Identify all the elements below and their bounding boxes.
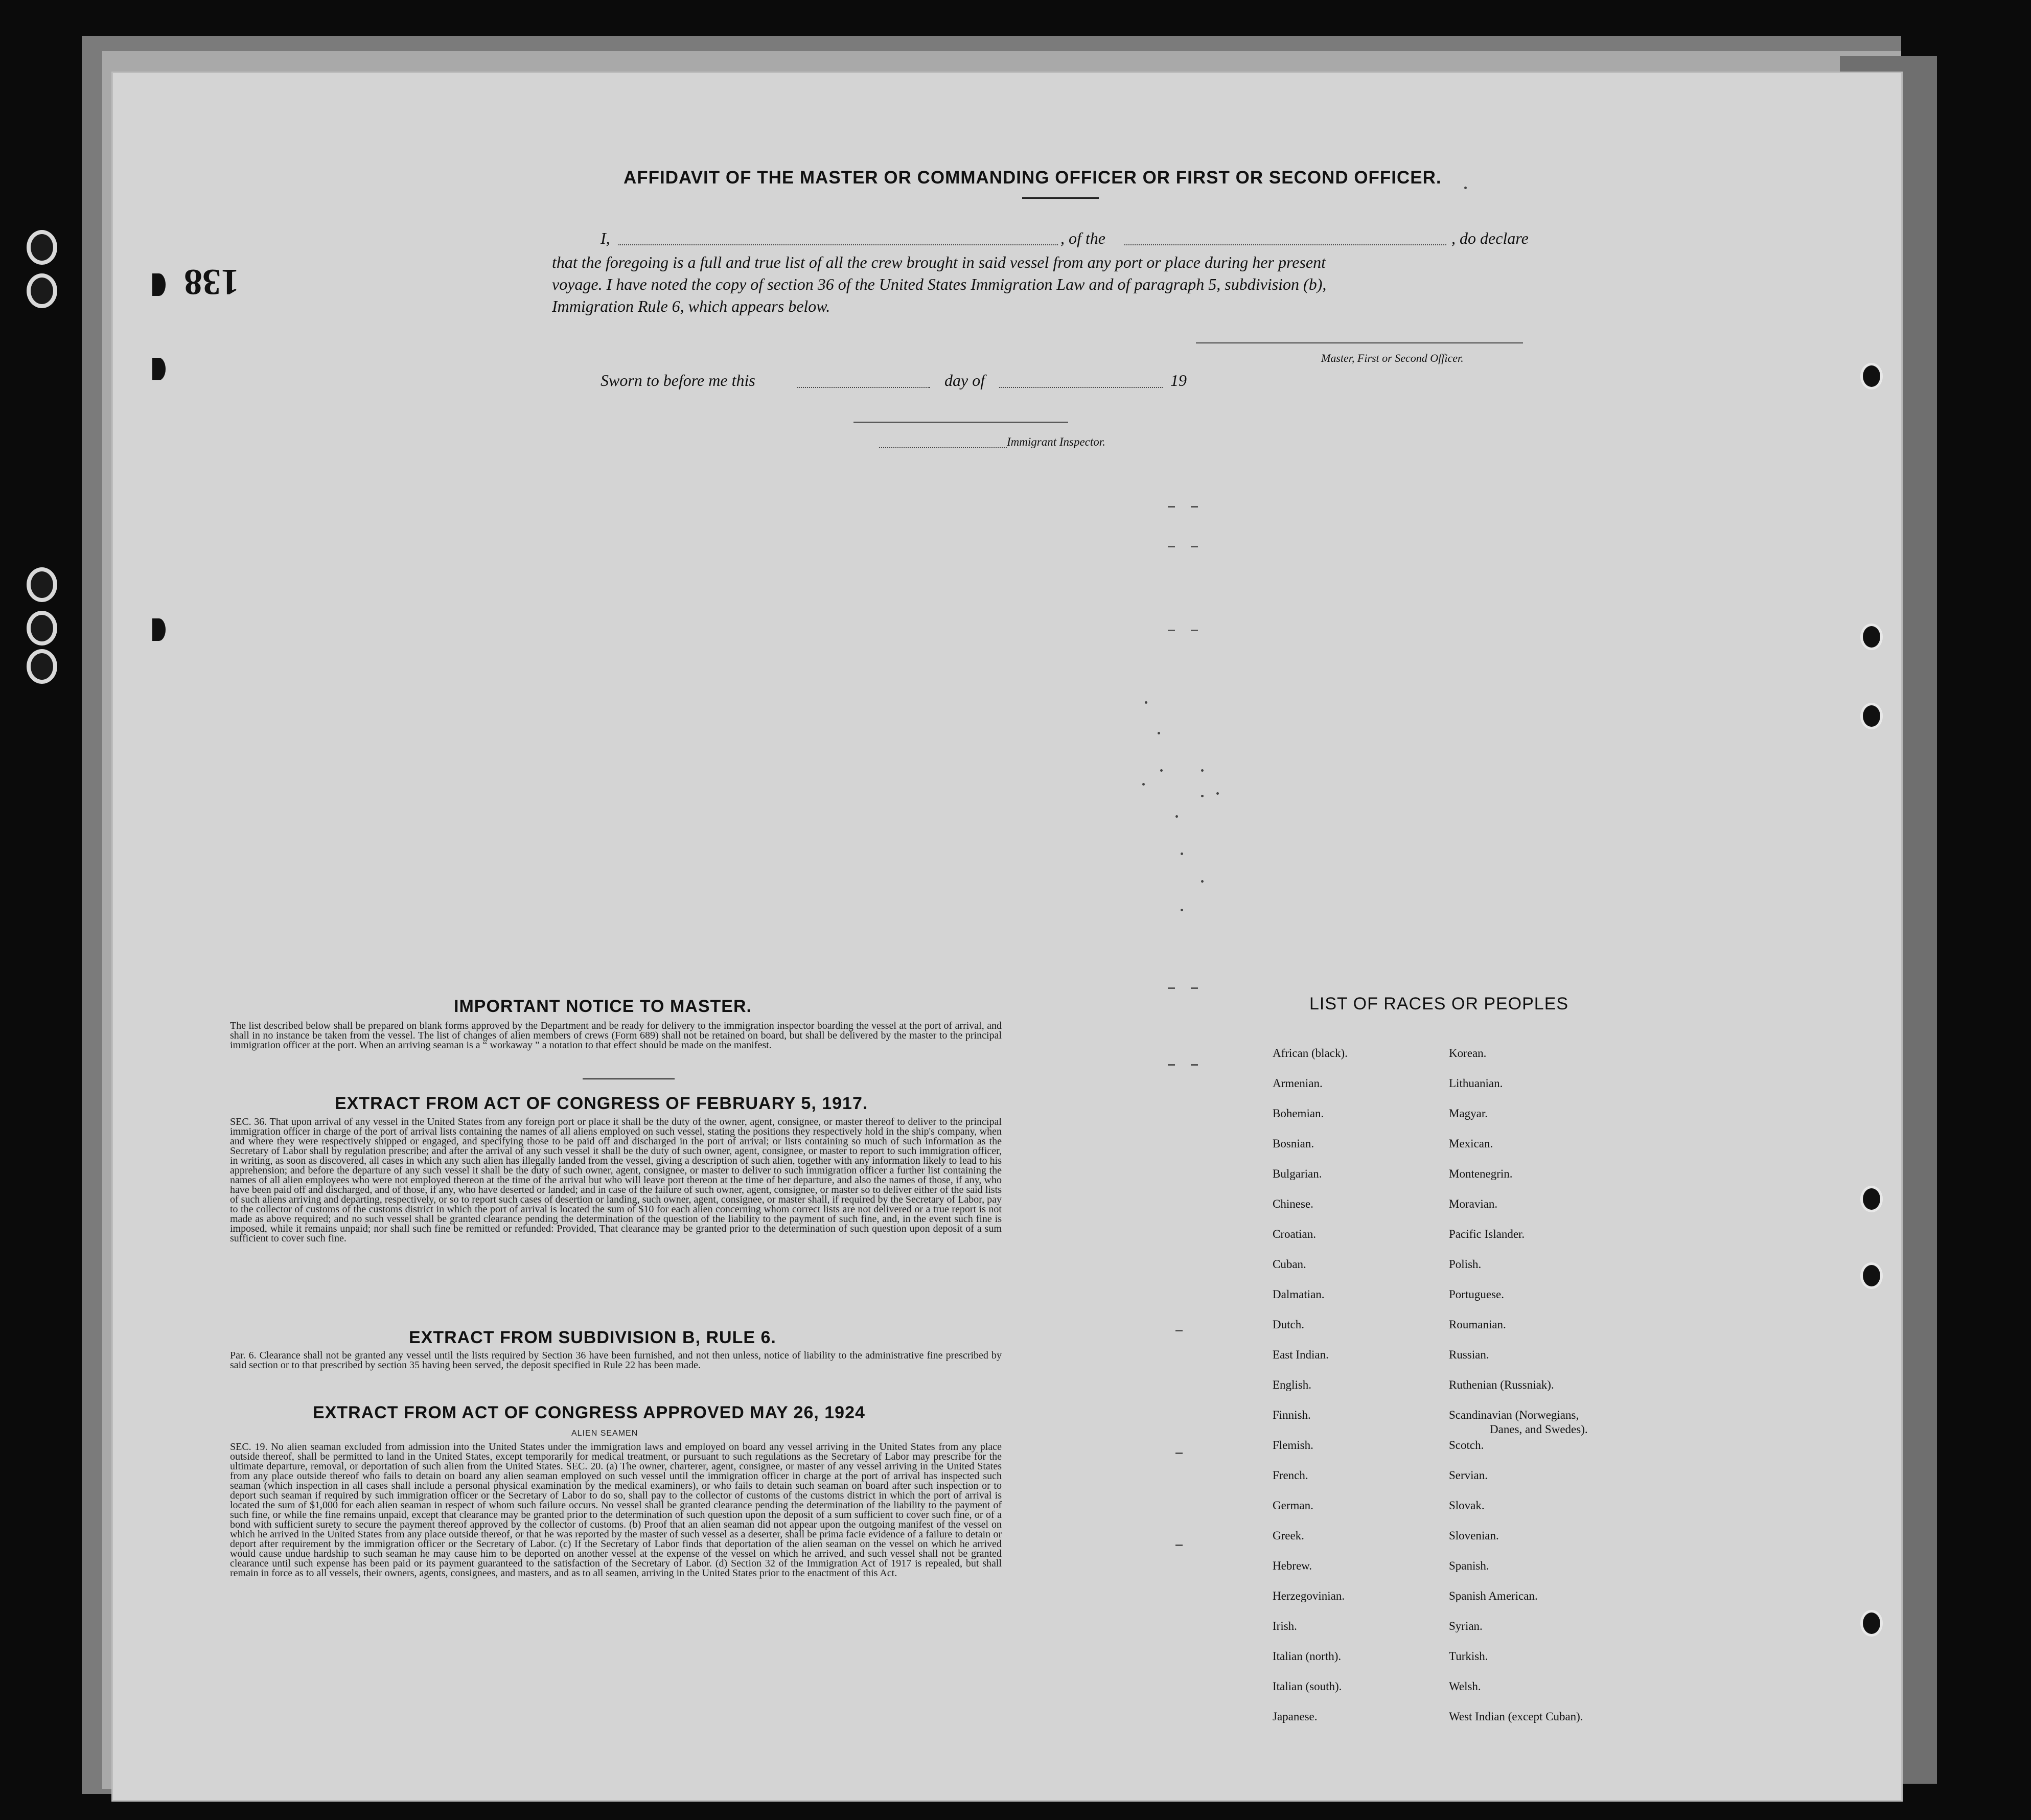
affidavit-line2: that the foregoing is a full and true list of all the crew brought in said vessel from any port or place during her present [552, 253, 1326, 271]
artifact-dash [1168, 987, 1175, 989]
race-item: Ruthenian (Russniak). [1449, 1378, 1554, 1391]
inspector-blank[interactable] [879, 447, 1007, 448]
race-item: Dutch. [1273, 1318, 1304, 1331]
page-number: 138 [184, 262, 239, 303]
race-item: Chinese. [1273, 1197, 1313, 1210]
punch-hole-icon [1860, 1262, 1883, 1289]
artifact-dot [1201, 795, 1204, 797]
affidavit-line4: Immigration Rule 6, which appears below. [552, 297, 830, 315]
race-item: Japanese. [1273, 1710, 1318, 1723]
notice-heading: IMPORTANT NOTICE TO MASTER. [454, 997, 752, 1016]
artifact-dot [1158, 732, 1160, 734]
edge-mark [152, 358, 166, 380]
artifact-dot [1201, 769, 1204, 772]
race-item: Greek. [1273, 1529, 1304, 1542]
artifact-dash [1175, 1330, 1183, 1331]
sworn-day: day of [944, 371, 985, 389]
race-item: Croatian. [1273, 1228, 1316, 1240]
binder-ring-icon [27, 611, 57, 646]
title-rule [1022, 197, 1099, 199]
artifact-dash [1168, 546, 1175, 547]
race-item: Danes, and Swedes). [1490, 1423, 1588, 1436]
binder-ring-icon [27, 649, 57, 684]
race-item: Lithuanian. [1449, 1077, 1503, 1090]
race-item: Syrian. [1449, 1620, 1483, 1632]
name-blank[interactable] [618, 244, 1058, 245]
extract-rule6-text: Par. 6. Clearance shall not be granted any vessel until the lists required by Section 36 have been furnished, and not then unless, notice of liability to the administrative fine prescribed by said section or to that prescribed by section 35 having been served, the deposit specified in Rule 22 has been made. [230, 1350, 1002, 1371]
race-item: Irish. [1273, 1620, 1297, 1632]
race-item: Spanish. [1449, 1559, 1489, 1572]
race-item: Italian (north). [1273, 1650, 1342, 1663]
section-rule [583, 1078, 675, 1079]
extract-1917-text: SEC. 36. That upon arrival of any vessel in the United States from any foreign port or place it shall be the duty of the owner, agent, consignee, or master thereof to deliver to the principal immigration officer in charge of the port of arrival lists containing the names of all aliens employed on such vessel, stating the positions they respectively hold in the ship's company, when and where they were respectively shipped or engaged, and specifying those to be paid off and discharged in the port of arrival; or lists containing so much of such information as the Secretary of Labor shall by regulation prescribe; and after the arrival of any such vessel it shall be the duty of such owner, agent, consignee, or master to report to such immigration officer, in writing, as soon as discovered, all cases in which any such alien has illegally landed from the vessel, giving a description of such alien, together with any information likely to lead to his apprehension; and before the departure of any such vessel it shall be the duty of such owner, agent, consignee, or master to deliver to such immigration officer a further list containing the names of all alien employees who were not employed thereon at the time of the arrival but who will leave port thereon at the time of her departure, and also the names of those, if any, who have been paid off and discharged, and of those, if any, who have deserted or landed; and in case of the failure of such owner, agent, consignee, or master so to deliver either of the said lists of such aliens arriving and departing, respectively, or so to report such cases of desertion or landing, such owner, agent, consignee, or master shall, if required by the Secretary of Labor, pay to the collector of customs of the customs district in which the port of arrival is located the sum of $10 for each alien concerning whom correct lists are not delivered or a true report is not made as above required; and no such vessel shall be granted clearance pending the determination of the question of the liability to the payment of such fine, and, in the event such fine is imposed, while it remains unpaid; nor shall such fine be remitted or refunded: Provided, That clearance may be granted prior to the determination of such question upon deposit of a sum sufficient to cover such fine. [230, 1116, 1002, 1244]
binder-ring-icon [27, 230, 57, 265]
affidavit-declare: , do declare [1451, 229, 1529, 247]
edge-mark [152, 273, 166, 296]
binder-ring-icon [27, 273, 57, 308]
race-item: Bohemian. [1273, 1107, 1324, 1120]
signature-label: Master, First or Second Officer. [1321, 352, 1464, 364]
race-item: Bulgarian. [1273, 1167, 1322, 1180]
artifact-dash [1191, 1064, 1198, 1066]
artifact-dot [1181, 853, 1183, 855]
race-item: Flemish. [1273, 1439, 1313, 1452]
vessel-blank[interactable] [1124, 244, 1446, 245]
race-item: Hebrew. [1273, 1559, 1312, 1572]
artifact-dot [1175, 815, 1178, 818]
sworn-prefix: Sworn to before me this [601, 371, 755, 389]
race-item: Scandinavian (Norwegians, [1449, 1409, 1579, 1421]
artifact-dash [1175, 1453, 1183, 1454]
race-item: Spanish American. [1449, 1589, 1538, 1602]
race-item: Servian. [1449, 1469, 1488, 1482]
alien-seamen-subheading: ALIEN SEAMEN [571, 1429, 638, 1438]
extract-rule6-heading: EXTRACT FROM SUBDIVISION B, RULE 6. [409, 1328, 776, 1347]
punch-hole-icon [1860, 363, 1883, 389]
binder-ring-icon [27, 567, 57, 602]
race-item: Polish. [1449, 1258, 1482, 1271]
race-item: Herzegovinian. [1273, 1589, 1345, 1602]
punch-hole-icon [1860, 624, 1883, 650]
race-item: Slovenian. [1449, 1529, 1499, 1542]
race-item: English. [1273, 1378, 1312, 1391]
artifact-dot [1216, 792, 1219, 795]
sworn-month-blank[interactable] [999, 387, 1163, 388]
race-item: Finnish. [1273, 1409, 1311, 1421]
artifact-dot [1201, 880, 1204, 883]
artifact-dot [1145, 701, 1147, 704]
race-item: Russian. [1449, 1348, 1489, 1361]
race-item: Korean. [1449, 1047, 1487, 1059]
race-item: Roumanian. [1449, 1318, 1506, 1331]
punch-hole-icon [1860, 1610, 1883, 1637]
inspector-top-rule [853, 422, 1068, 423]
inspector-label: Immigrant Inspector. [1007, 435, 1105, 448]
artifact-dot [1464, 187, 1467, 189]
race-item: Dalmatian. [1273, 1288, 1325, 1301]
artifact-dot [1181, 909, 1183, 911]
race-item: Moravian. [1449, 1197, 1498, 1210]
artifact-dash [1191, 630, 1198, 631]
artifact-dash [1191, 987, 1198, 989]
notice-text: The list described below shall be prepared on blank forms approved by the Department and be ready for delivery to the immigration inspector boarding the vessel at the port of arrival, and shall in no instance be taken from the vessel. The list of changes of alien members of crews (Form 689) shall not be retained on board, but shall be delivered by the master to the principal immigration officer at the port. When an arriving seaman is a “ workaway ” a notation to that effect should be made on the manifest. [230, 1020, 1002, 1051]
affidavit-of-the: , of the [1060, 229, 1105, 247]
race-item: Scotch. [1449, 1439, 1484, 1452]
race-item: West Indian (except Cuban). [1449, 1710, 1583, 1723]
race-item: Slovak. [1449, 1499, 1485, 1512]
extract-1924-text: SEC. 19. No alien seaman excluded from admission into the United States under the immigration laws and employed on board any vessel arriving in the United States from any place outside thereof, shall be permitted to land in the United States, except temporarily for medical treatment, or pursuant to such regulations as the Secretary of Labor may prescribe for the ultimate departure, removal, or deportation of such alien from the United States. SEC. 20. (a) The owner, charterer, agent, consignee, or master of any vessel arriving in the United States from any place outside thereof who fails to detain on board any alien seaman employed on such vessel until the immigration officer in charge at the port of arrival has inspected such seaman (which inspection in all cases shall include a personal physical examination by the medical examiners), or who fails to detain such seaman on board after such inspection or to deport such seaman if required by such immigration officer or the Secretary of Labor to do so, shall pay to the collector of customs of the customs district in which the port of arrival is located the sum of $1,000 for each alien seaman in respect of whom such failure occurs. No vessel shall be granted clearance pending the determination of the liability to the payment of such fine, or while the fine remains unpaid, except that clearance may be granted prior to the determination of such question upon the deposit of a sum sufficient to cover such fine, or of a bond with sufficient surety to secure the payment thereof approved by the collector of customs. (b) Proof that an alien seaman did not appear upon the outgoing manifest of the vessel on which he arrived in the United States from any place outside thereof, or that he was reported by the master of such vessel as a deserter, shall be prima facie evidence of a failure to detain or deport after requirement by the immigration officer or the Secretary of Labor. (c) If the Secretary of Labor finds that deportation of the alien seaman on the vessel on which he arrived would cause undue hardship to such seaman he may cause him to be deported on another vessel at the expense of the vessel on which he arrived, and such vessel shall not be granted clearance until such expense has been paid or its payment guaranteed to the satisfaction of the Secretary of Labor. (d) Section 32 of the Immigration Act of 1917 is repealed, but shall remain in force as to all vessels, their owners, agents, consignees, and masters, and as to all seamen, arriving in the United States prior to the enactment of this Act. [230, 1441, 1002, 1579]
artifact-dash [1168, 630, 1175, 631]
race-item: Montenegrin. [1449, 1167, 1513, 1180]
race-item: German. [1273, 1499, 1313, 1512]
race-item: Bosnian. [1273, 1137, 1314, 1150]
race-item: African (black). [1273, 1047, 1348, 1059]
race-item: Magyar. [1449, 1107, 1488, 1120]
artifact-dot [1160, 769, 1163, 772]
punch-hole-icon [1860, 703, 1883, 729]
race-item: Portuguese. [1449, 1288, 1504, 1301]
sworn-year: 19 [1170, 371, 1187, 389]
affidavit-i: I, [601, 229, 610, 247]
races-heading: LIST OF RACES OR PEOPLES [1309, 994, 1569, 1013]
artifact-dash [1191, 546, 1198, 547]
edge-mark [152, 618, 166, 641]
race-item: Turkish. [1449, 1650, 1488, 1663]
race-item: Pacific Islander. [1449, 1228, 1525, 1240]
affidavit-line3: voyage. I have noted the copy of section 36 of the United States Immigration Law and of paragraph 5, subdivision (b), [552, 275, 1327, 293]
sworn-day-blank[interactable] [797, 387, 930, 388]
artifact-dash [1168, 506, 1175, 508]
race-item: Armenian. [1273, 1077, 1323, 1090]
race-item: French. [1273, 1469, 1308, 1482]
race-item: East Indian. [1273, 1348, 1329, 1361]
affidavit-title: AFFIDAVIT OF THE MASTER OR COMMANDING OFFICER OR FIRST OR SECOND OFFICER. [624, 168, 1442, 188]
extract-1917-heading: EXTRACT FROM ACT OF CONGRESS OF FEBRUARY 5, 1917. [335, 1094, 868, 1113]
punch-hole-icon [1860, 1186, 1883, 1212]
race-item: Mexican. [1449, 1137, 1493, 1150]
signature-blank[interactable] [1196, 342, 1523, 343]
race-item: Cuban. [1273, 1258, 1306, 1271]
artifact-dash [1175, 1545, 1183, 1546]
artifact-dot [1142, 783, 1145, 786]
race-item: Welsh. [1449, 1680, 1481, 1693]
race-item: Italian (south). [1273, 1680, 1342, 1693]
artifact-dash [1168, 1064, 1175, 1066]
artifact-dash [1191, 506, 1198, 508]
extract-1924-heading: EXTRACT FROM ACT OF CONGRESS APPROVED MAY 26, 1924 [313, 1403, 865, 1422]
